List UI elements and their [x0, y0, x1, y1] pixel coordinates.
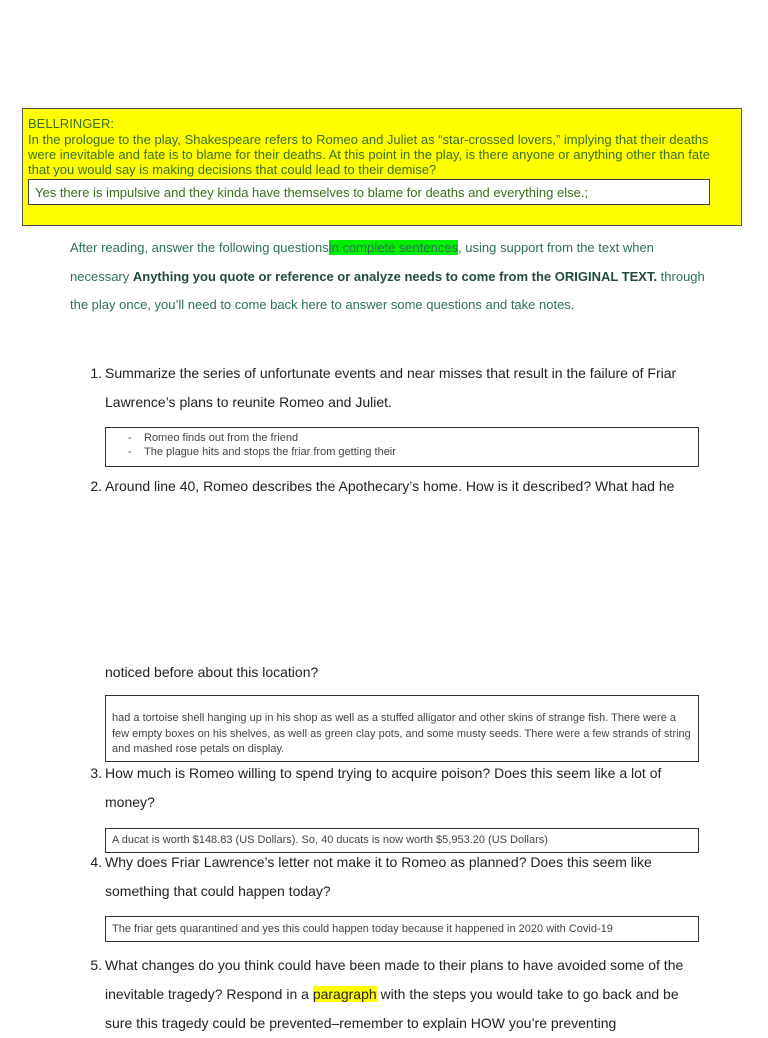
- question-1: [86, 359, 706, 417]
- instructions-bold: Anything you quote or reference or analyze needs to come from the ORIGINAL TEXT.: [132, 268, 658, 284]
- answer-2-field[interactable]: [105, 695, 699, 762]
- question-text: How much is Romeo willing to spend trying to acquire poison? Does this seem like a lot of money?: [105, 765, 662, 810]
- instructions-part2: , using support from the text when necessary: [70, 240, 654, 284]
- bullet-dash: -: [128, 432, 132, 444]
- question-text-line2: noticed before about this location?: [105, 664, 319, 680]
- paragraph-highlight: paragraph: [312, 986, 377, 1002]
- question-text-line1: Around line 40, Romeo describes the Apothecary’s home. How is it described? What had he: [105, 478, 675, 494]
- instructions-part1: After reading, answer the following questions: [70, 240, 329, 255]
- list-item: [114, 432, 698, 446]
- question-number: 1.: [90, 365, 102, 381]
- list-item-text: Romeo finds out from the friend: [144, 432, 299, 444]
- answer-4-field[interactable]: [105, 916, 699, 942]
- question-number: 4.: [90, 854, 102, 870]
- question-5: [86, 951, 706, 1038]
- bellringer-question: In the prologue to the play, Shakespeare refers to Romeo and Juliet as “star-crossed lovers,” implying that their deaths were inevitable and fate is to blame for their deaths. At this point in the play, is there anyone or anything other than fate that you would say is making decisions that could lead to their demise?: [28, 132, 710, 177]
- list-item: [114, 446, 698, 460]
- question-number: 5.: [90, 957, 102, 973]
- answer-2-text: had a tortoise shell hanging up in his shop as well as a stuffed alligator and other skins of strange fish. There were a few empty boxes on his shelves, as well as green clay pots, and some musty seeds. There were a few strands of string and mashed rose petals on display.: [112, 712, 691, 755]
- question-text-before: What changes do you think could have been made to their plans to have avoided some of the inevitable tragedy? Respond in a: [105, 957, 684, 1002]
- bellringer-box: [22, 108, 742, 226]
- answer-3-text: A ducat is worth $148.83 (US Dollars). So, 40 ducats is now worth $5,953.20 (US Dollars): [112, 834, 548, 846]
- question-text: Why does Friar Lawrence’s letter not make it to Romeo as planned? Does this seem like something that could happen today?: [105, 854, 652, 899]
- question-text: [105, 951, 706, 1038]
- answer-1-field[interactable]: [105, 427, 699, 467]
- question-2-continued: [86, 658, 706, 687]
- instructions-part3: through the play once, you’ll need to come back here to answer some questions and take notes.: [70, 268, 705, 313]
- list-item-text: The plague hits and stops the friar from getting their: [144, 445, 396, 458]
- question-text: Summarize the series of unfortunate events and near misses that result in the failure of Friar Lawrence’s plans to reunite Romeo and Juliet.: [105, 365, 677, 410]
- question-number: 2.: [90, 478, 102, 494]
- instructions: [70, 234, 710, 320]
- bellringer-title: BELLRINGER:: [28, 116, 114, 131]
- question-3: [86, 759, 706, 817]
- question-2: [86, 472, 706, 501]
- bellringer-answer-field[interactable]: Yes there is impulsive and they kinda have themselves to blame for deaths and everything else.;: [28, 179, 710, 205]
- instructions-highlight: in complete sentences: [328, 240, 459, 255]
- question-4: [86, 848, 706, 906]
- bullet-dash: -: [128, 445, 132, 458]
- answer-1-list: [106, 428, 698, 459]
- question-text-after: with the steps you would take to go back and be sure this tragedy could be prevented–remember to explain HOW you’re preventing: [105, 986, 679, 1031]
- answer-4-text: The friar gets quarantined and yes this could happen today because it happened in 2020 with Covid-19: [112, 923, 613, 935]
- question-number: 3.: [90, 765, 102, 781]
